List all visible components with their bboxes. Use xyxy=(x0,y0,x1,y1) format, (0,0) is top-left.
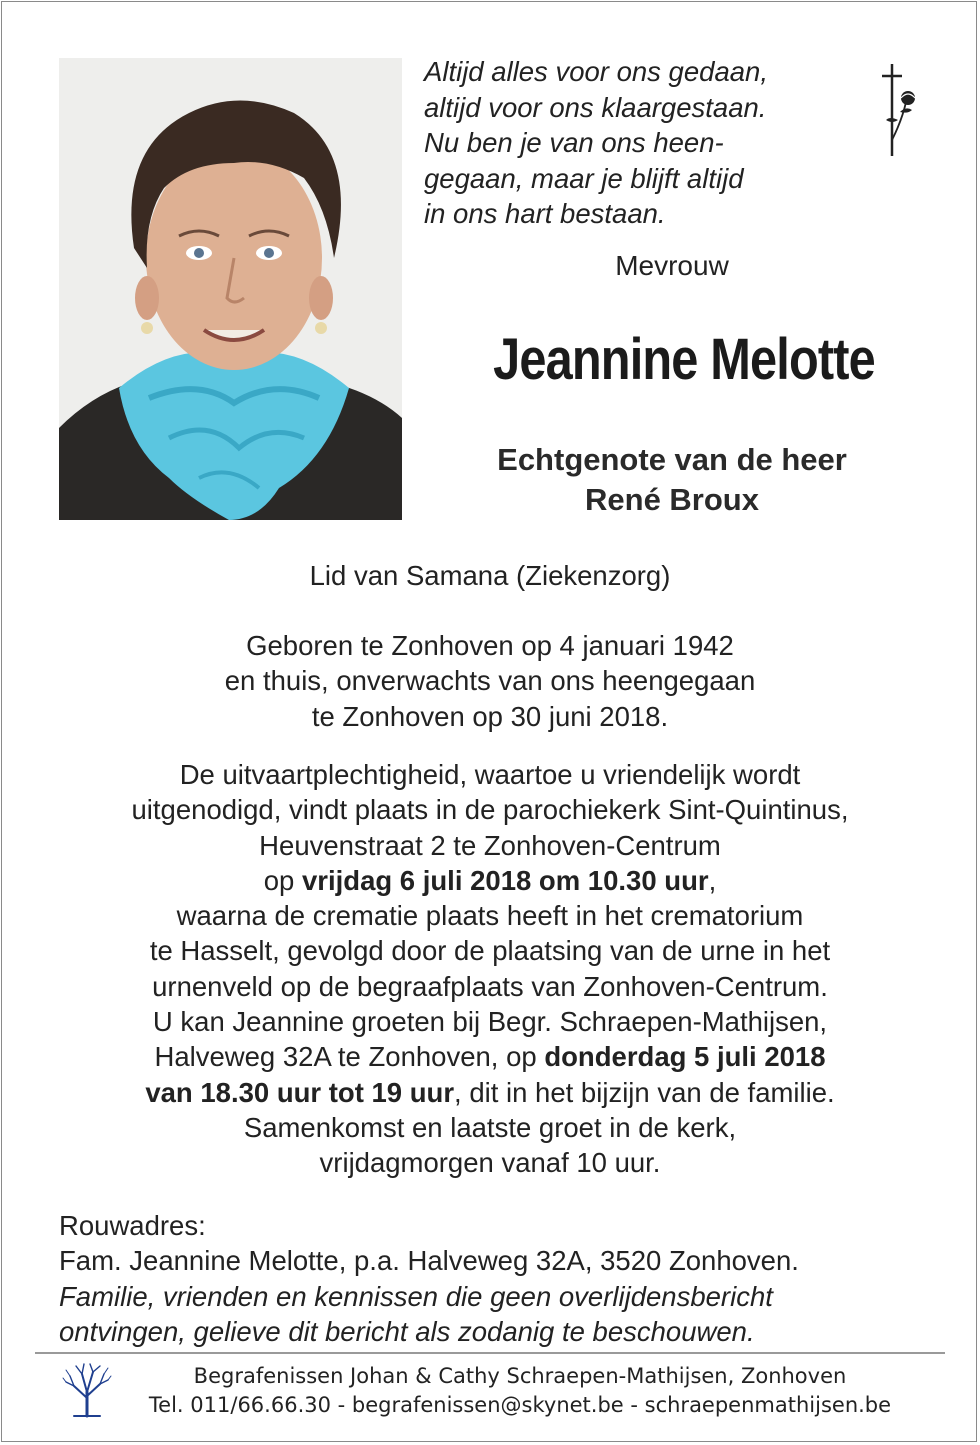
cross-rose-icon xyxy=(872,60,920,160)
poem-line: Altijd alles voor ons gedaan, xyxy=(424,56,768,87)
birth-line: Geboren te Zonhoven op 4 januari 1942 xyxy=(246,630,734,661)
ceremony-line: waarna de crematie plaats heeft in het crematorium xyxy=(176,900,804,932)
deceased-name: Jeannine Melotte xyxy=(493,327,875,392)
ceremony-line: urnenveld op de begraafplaats van Zonhoven-Centrum. xyxy=(152,970,828,1002)
ceremony-line: De uitvaartplechtigheid, waartoe u vriendelijk wordt xyxy=(179,759,801,790)
death-line: en thuis, onverwachts van ons heengegaan xyxy=(224,665,756,697)
ceremony-line: uitgenodigd, vindt plaats in de parochiekerk Sint-Quintinus, xyxy=(131,794,849,826)
ceremony-block xyxy=(40,757,940,1181)
tree-logo-icon xyxy=(62,1362,112,1418)
poem-line: gegaan, maar je blijft altijd xyxy=(424,162,744,194)
birth-death-block xyxy=(40,628,940,734)
ceremony-line: Samenkomst en laatste groet in de kerk, xyxy=(243,1111,737,1143)
poem-line: in ons hart bestaan. xyxy=(424,198,666,229)
title-mevrouw: Mevrouw xyxy=(615,250,729,281)
membership: Lid van Samana (Ziekenzorg) xyxy=(309,560,671,591)
portrait-photo xyxy=(59,58,402,520)
mourning-address: Fam. Jeannine Melotte, p.a. Halveweg 32A, 3520 Zonhoven. xyxy=(59,1245,799,1277)
notice-note: ontvingen, gelieve dit bericht als zodanig te beschouwen. xyxy=(59,1315,755,1347)
funeral-home-footer xyxy=(120,1362,920,1420)
mourning-address-label: Rouwadres: xyxy=(59,1210,206,1241)
ceremony-line: te Hasselt, gevolgd door de plaatsing van de urne in het xyxy=(149,935,831,967)
ceremony-line: Heuvenstraat 2 te Zonhoven-Centrum xyxy=(259,829,721,861)
ceremony-text: op xyxy=(263,864,302,896)
death-place-line: te Zonhoven op 30 juni 2018. xyxy=(311,700,669,732)
ceremony-text: Halveweg 32A te Zonhoven, op xyxy=(154,1041,545,1073)
spouse-block xyxy=(420,440,924,520)
visitation-time: van 18.30 uur tot 19 uur xyxy=(145,1076,455,1108)
notice-note: Familie, vrienden en kennissen die geen overlijdensbericht xyxy=(59,1280,773,1312)
ceremony-text: , xyxy=(708,864,717,896)
ceremony-text: , dit in het bijzijn van de familie. xyxy=(454,1076,835,1108)
ceremony-line: U kan Jeannine groeten bij Begr. Schraepen-Mathijsen, xyxy=(152,1006,828,1038)
mourning-address-block xyxy=(59,1208,939,1349)
footer-divider xyxy=(35,1352,945,1354)
ceremony-line: vrijdagmorgen vanaf 10 uur. xyxy=(319,1147,661,1179)
ceremony-date: vrijdag 6 juli 2018 om 10.30 uur xyxy=(302,864,709,896)
ceremony-line xyxy=(40,1075,940,1110)
poem-line: altijd voor ons klaargestaan. xyxy=(424,91,767,123)
funeral-home-name: Begrafenissen Johan & Cathy Schraepen-Mathijsen, Zonhoven xyxy=(193,1364,847,1388)
poem xyxy=(424,54,844,232)
poem-line: Nu ben je van ons heen- xyxy=(424,127,724,158)
visitation-date: donderdag 5 juli 2018 xyxy=(544,1041,826,1073)
funeral-home-contact: Tel. 011/66.66.30 - begrafenissen@skynet.be - schraepenmathijsen.be xyxy=(148,1393,892,1417)
ceremony-line xyxy=(40,863,940,898)
ceremony-line xyxy=(40,1039,940,1074)
spouse-line: Echtgenote van de heer xyxy=(497,442,847,477)
spouse-name: René Broux xyxy=(585,482,759,517)
